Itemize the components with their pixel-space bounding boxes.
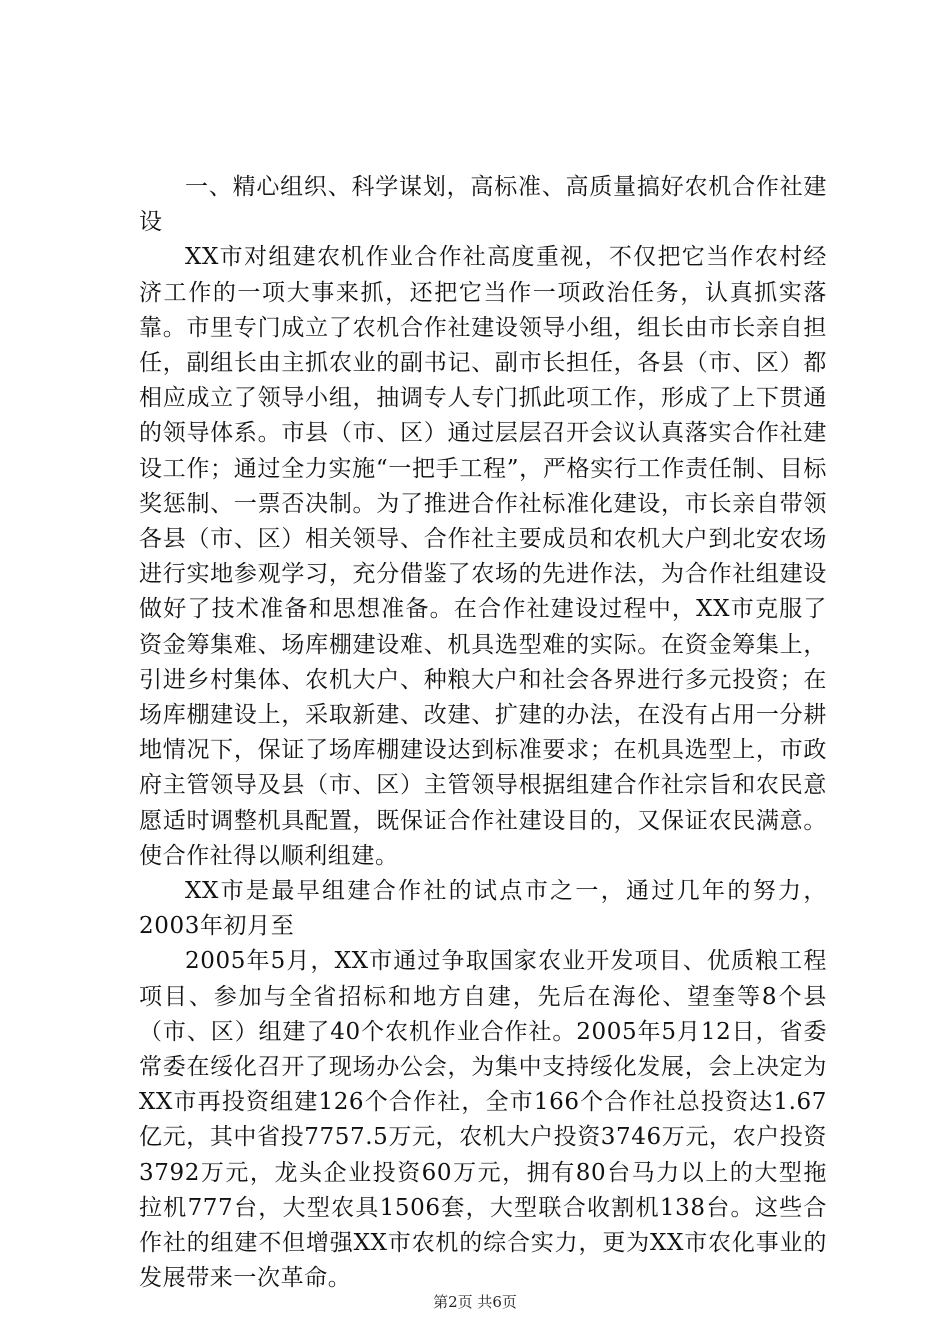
paragraph-pilot-city: XX市是最早组建合作社的试点市之一，通过几年的努力，2003年初月至 xyxy=(139,878,827,940)
paragraph-organization: XX市对组建农机作业合作社高度重视，不仅把它当作农村经济工作的一项大事来抓，还把它当作一项政治任务，认真抓实落靠。市里专门成立了农机合作社建设领导小组，组长由市长亲自担任，副组长由主抓农业的副书记、副市长担任，各县（市、区）都相应成立了领导小组，抽调专人专门抓此项工作，形成了上下贯通的领导体系。市县（市、区）通过层层召开会议认真落实合作社建设工作；通过全力实施“一把手工程”，严格实行工作责任制、目标奖惩制、一票否决制。为了推进合作社标准化建设，市长亲自带领各县（市、区）相关领导、合作社主要成员和农机大户到北安农场进行实地参观学习，充分借鉴了农场的先进作法，为合作社组建设做好了技术准备和思想准备。在合作社建设过程中，XX市克服了资金筹集难、场库棚建设难、机具选型难的实际。在资金筹集上，引进乡村集体、农机大户、种粮大户和社会各界进行多元投资；在场库棚建设上，采取新建、改建、扩建的办法，在没有占用一分耕地情况下，保证了场库棚建设达到标准要求；在机具选型上，市政府主管领导及县（市、区）主管领导根据组建合作社宗旨和农民意愿适时调整机具配置，既保证合作社建设目的，又保证农民满意。使合作社得以顺利组建。 xyxy=(139,244,827,869)
page-number-footer: 第2页 共6页 xyxy=(433,1293,517,1311)
document-body xyxy=(139,170,827,1297)
section-heading: 一、精心组织、科学谋划，高标准、高质量搞好农机合作社建设 xyxy=(139,174,827,236)
paragraph-investment: 2005年5月，XX市通过争取国家农业开发项目、优质粮工程项目、参加与全省招标和地方自建，先后在海伦、望奎等8个县（市、区）组建了40个农机作业合作社。2005年5月12日，省委常委在绥化召开了现场办公会，为集中支持绥化发展，会上决定为XX市再投资组建126个合作社，全市166个合作社总投资达1.67亿元，其中省投7757.5万元，农机大户投资3746万元，农户投资3792万元，龙头企业投资60万元，拥有80台马力以上的大型拖拉机777台，大型农具1506套，大型联合收割机138台。这些合作社的组建不但增强XX市农机的综合实力，更为XX市农化事业的发展带来一次革命。 xyxy=(139,948,827,1292)
